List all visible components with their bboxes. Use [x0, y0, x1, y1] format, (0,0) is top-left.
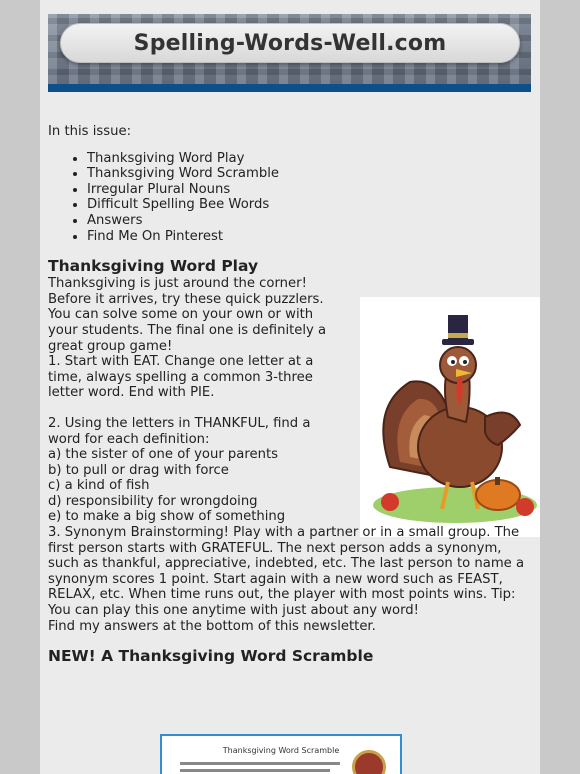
toc-item-pinterest[interactable]: • Find Me On Pinterest [87, 229, 534, 245]
toc-item-spelling-bee[interactable]: • Difficult Spelling Bee Words [87, 197, 534, 213]
banner-title-pill [60, 23, 520, 63]
puzzle-2-lead: 2. Using the letters in THANKFUL, find a word for each definition: [48, 415, 311, 447]
word-play-intro: Thanksgiving is just around the corner! Before it arrives, try these quick puzzlers. You can solve some on your own or with your students. The final one is definitely a great group game! [48, 276, 327, 354]
puzzle-3-text: 3. Synonym Brainstorming! Play with a partner or in a small group. The first person starts with GRATEFUL. The next person adds a synonym, such as thankful, appreciative, indebted, etc. The last person to name a synonym scores 1 point. Start again with a new word such as FEAST, RELAX, etc. When time runs out, the player with most points wins. Tip: You can play this one anytime with just about any word! [48, 525, 525, 619]
banner-accent-strip [48, 84, 531, 92]
puzzle-2 [48, 416, 346, 525]
puzzle-1-text: 1. Start with EAT. Change one letter at a time, always spelling a common 3-three letter word. End with PIE. [48, 354, 314, 401]
definition-a: a) the sister of one of your parents [48, 447, 279, 463]
intro-text: In this issue: [48, 124, 132, 139]
site-banner[interactable] [48, 14, 531, 92]
section-heading-word-play: Thanksgiving Word Play [48, 257, 259, 276]
issue-contents-list [48, 151, 534, 245]
word-scramble-image-title: Thanksgiving Word Scramble [222, 746, 340, 755]
definition-d: d) responsibility for wrongdoing [48, 493, 258, 509]
newsletter-page [40, 0, 540, 774]
scramble-text-line [180, 769, 330, 772]
answers-note: Find my answers at the bottom of this newsletter. [48, 618, 376, 634]
scramble-text-line [180, 762, 340, 765]
toc-item-word-scramble[interactable]: • Thanksgiving Word Scramble [87, 166, 534, 182]
banner-title: Spelling-Words-Well.com [133, 30, 447, 56]
toc-item-plural-nouns[interactable]: • Irregular Plural Nouns [87, 182, 534, 198]
definition-e: e) to make a big show of something [48, 509, 286, 525]
newsletter-content [48, 120, 534, 666]
definition-c: c) a kind of fish [48, 478, 150, 494]
word-scramble-image[interactable] [160, 734, 402, 774]
section-heading-word-scramble: NEW! A Thanksgiving Word Scramble [48, 647, 374, 666]
toc-item-answers[interactable]: • Answers [87, 213, 534, 229]
toc-item-word-play[interactable]: • Thanksgiving Word Play [87, 151, 534, 167]
definition-b: b) to pull or drag with force [48, 462, 229, 478]
